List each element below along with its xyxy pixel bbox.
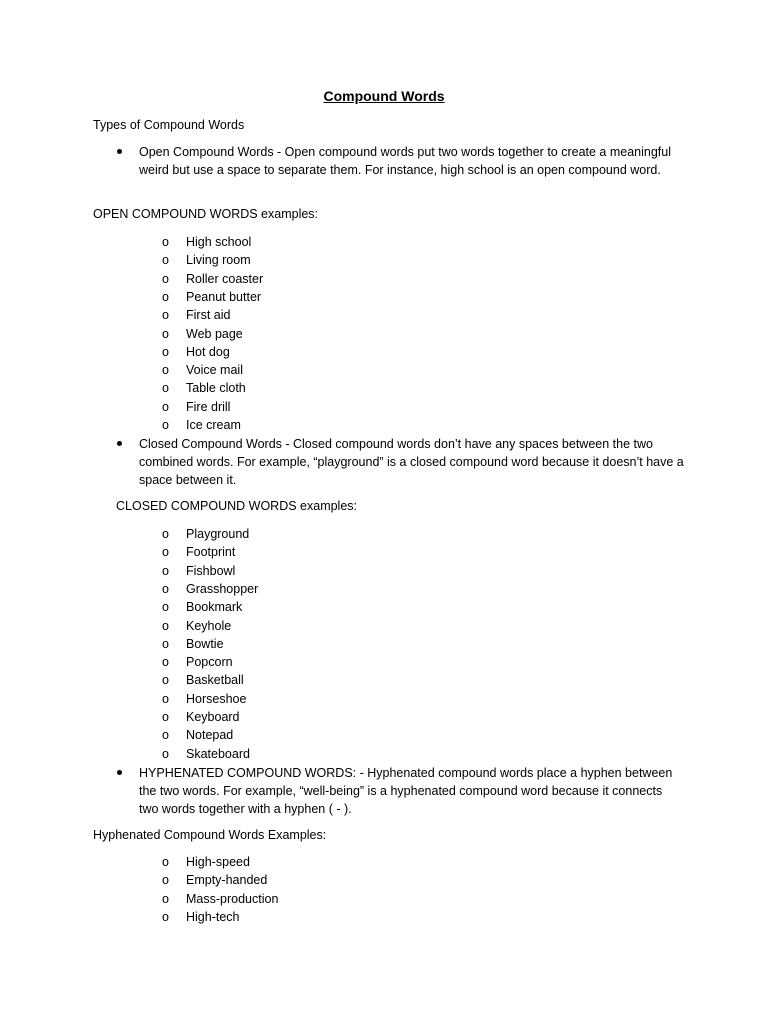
list-item-text: Notepad (186, 728, 234, 743)
intro-text: Types of Compound Words (93, 118, 245, 132)
sub-bullet-marker: o (162, 710, 169, 724)
open-heading: OPEN COMPOUND WORDS examples: (93, 207, 319, 221)
list-item-text: Empty-handed (186, 873, 268, 888)
sub-bullet-marker: o (162, 527, 169, 541)
bullet-closed-text: Closed Compound Words - Closed compound words don’t have any spaces between the two combined words. For example, “playground” is a closed compound word because it doesn’t have a space between it. (139, 437, 684, 487)
list-item-text: Popcorn (186, 655, 233, 670)
list-item-text: Horseshoe (186, 691, 247, 706)
sub-bullet-marker: o (162, 855, 169, 869)
sub-bullet-marker: o (162, 581, 169, 596)
sub-bullet-marker: o (162, 381, 169, 396)
sub-bullet-marker: o (162, 691, 169, 706)
sub-bullet-marker: o (162, 655, 169, 670)
list-item-text: Table cloth (186, 381, 246, 396)
list-item-text: Roller coaster (186, 271, 264, 286)
list-item-text: Bookmark (186, 600, 243, 615)
sub-bullet-marker: o (162, 563, 169, 578)
list-item-text: High school (186, 235, 252, 249)
sub-bullet-marker: o (162, 618, 169, 633)
list-item-text: First aid (186, 308, 231, 323)
sub-bullet-marker: o (162, 636, 169, 651)
sub-bullet-marker: o (162, 253, 169, 268)
page-title: Compound Words (323, 88, 445, 104)
closed-heading: CLOSED COMPOUND WORDS examples: (116, 499, 358, 513)
list-item-text: Playground (186, 527, 250, 541)
bullet-hyphen (116, 764, 676, 818)
sub-bullet-marker: o (162, 308, 169, 323)
list-item-text: Grasshopper (186, 581, 259, 596)
list-item-text: Keyhole (186, 618, 232, 633)
list-item-text: Skateboard (186, 746, 250, 761)
sub-bullet-marker: o (162, 235, 169, 249)
sub-bullet-marker: o (162, 728, 169, 743)
sub-bullet-marker: o (162, 399, 169, 414)
list-item-text: Web page (186, 326, 243, 341)
list-item-text: Mass-production (186, 891, 279, 906)
sub-bullet-marker: o (162, 909, 169, 924)
list-item-text: Bowtie (186, 636, 224, 651)
list-item-text: Basketball (186, 673, 244, 688)
list-item-text: High-tech (186, 909, 240, 924)
list-item-text: Hot dog (186, 344, 230, 359)
sub-bullet-marker: o (162, 344, 169, 359)
hyphen-heading: Hyphenated Compound Words Examples: (93, 828, 327, 842)
sub-bullet-marker: o (162, 891, 169, 906)
sub-bullet-marker: o (162, 418, 169, 432)
sub-bullet-marker: o (162, 873, 169, 888)
list-item-text: Peanut butter (186, 289, 262, 304)
bullet-closed (116, 435, 684, 489)
sub-bullet-marker: o (162, 326, 169, 341)
sub-bullet-marker: o (162, 363, 169, 378)
sub-bullet-marker: o (162, 600, 169, 615)
list-item-text: High-speed (186, 855, 250, 869)
sub-bullet-marker: o (162, 545, 169, 560)
list-item-text: Keyboard (186, 710, 240, 724)
list-item-text: Footprint (186, 545, 236, 560)
bullet-open (116, 143, 676, 179)
list-item-text: Fire drill (186, 399, 231, 414)
bullet-open-text: Open Compound Words - Open compound words put two words together to create a meaningful weird but use a space to separate them. For instance, high school is an open compound word. (139, 145, 672, 177)
bullet-hyphen-text: HYPHENATED COMPOUND WORDS: - Hyphenated compound words place a hyphen between the two words. For example, “well-being” is a hyphenated compound word because it connects two words together with a hyphen ( - ). (139, 766, 673, 816)
list-item-text: Living room (186, 253, 251, 268)
sub-bullet-marker: o (162, 271, 169, 286)
sub-bullet-marker: o (162, 746, 169, 761)
sub-bullet-marker: o (162, 673, 169, 688)
list-item-text: Ice cream (186, 418, 241, 432)
list-item-text: Voice mail (186, 363, 243, 378)
list-item-text: Fishbowl (186, 563, 236, 578)
sub-bullet-marker: o (162, 289, 169, 304)
